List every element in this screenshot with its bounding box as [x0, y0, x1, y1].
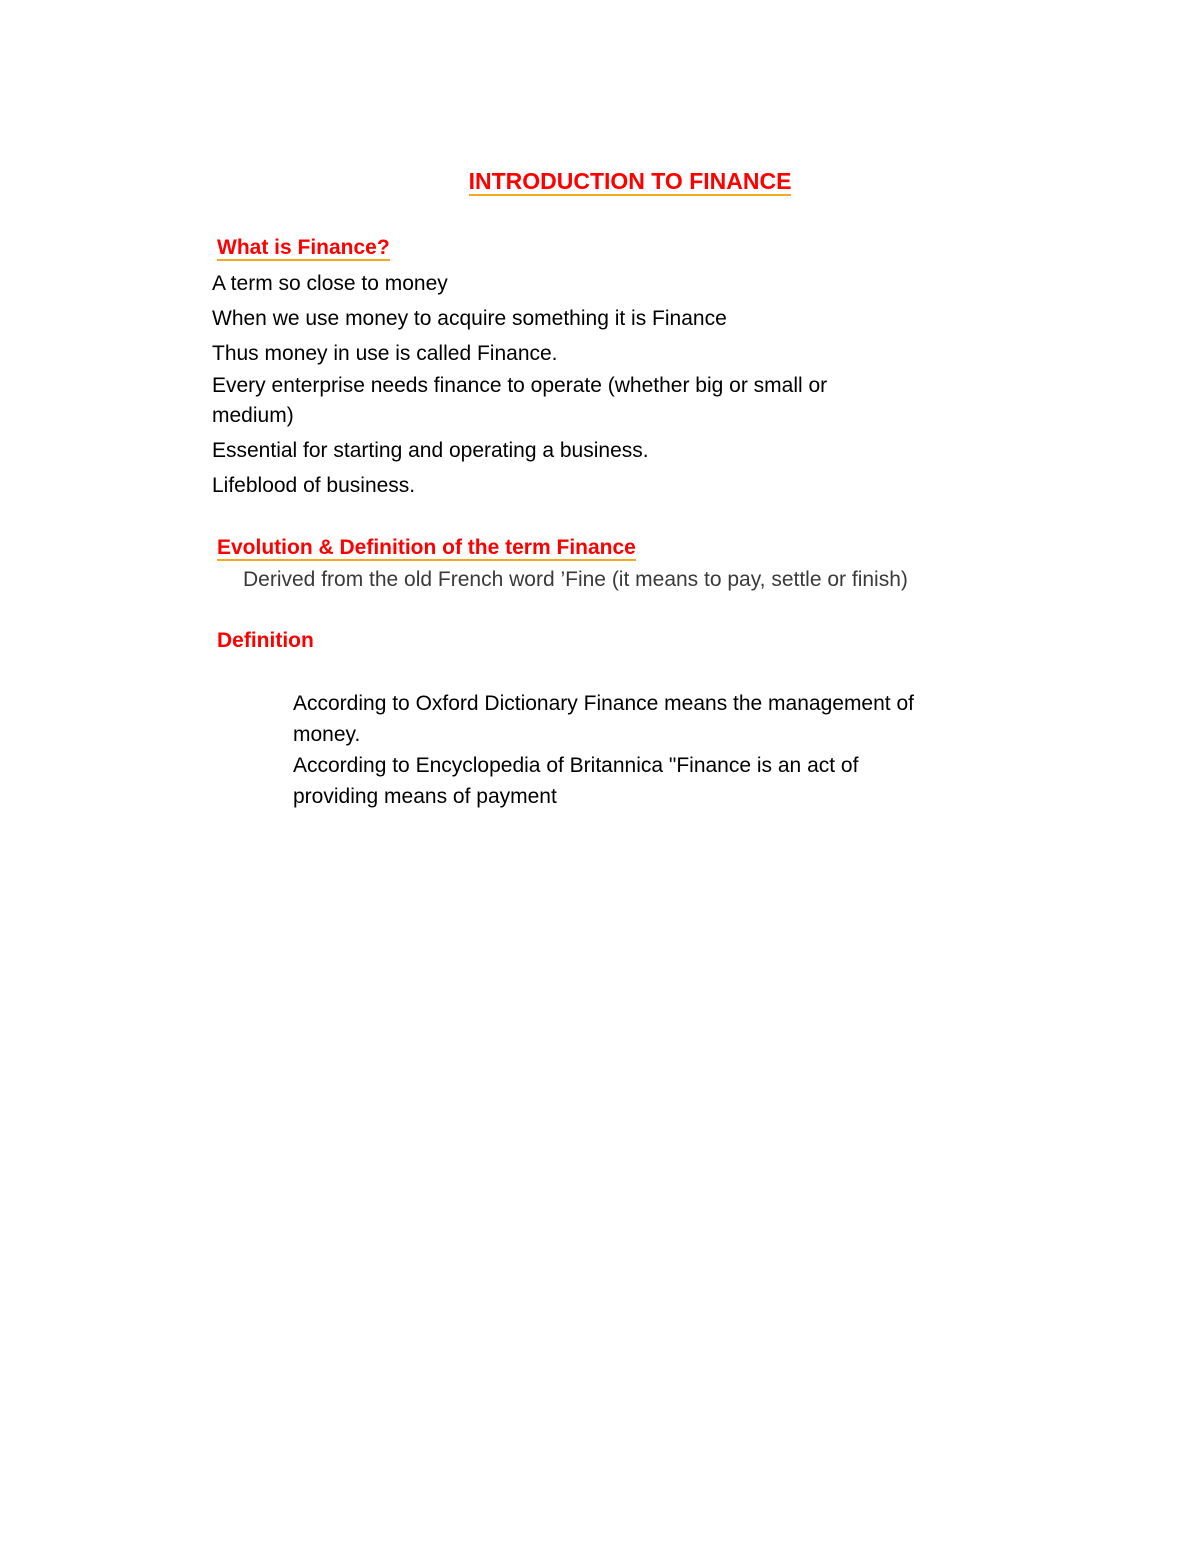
text-line: A term so close to money	[212, 272, 448, 295]
section-heading-evolution: Evolution & Definition of the term Finance	[217, 536, 636, 559]
text-line: Lifeblood of business.	[212, 474, 416, 497]
text-line: When we use money to acquire something it is Finance	[212, 307, 727, 330]
document-title	[0, 166, 1200, 196]
document-title-text: INTRODUCTION TO FINANCE	[468, 168, 792, 194]
text-line: Essential for starting and operating a business.	[212, 439, 649, 462]
text-line: Every enterprise needs finance to operate (whether big or small or	[212, 374, 828, 397]
text-line: Thus money in use is called Finance.	[212, 342, 558, 365]
text-line-derivation: Derived from the old French word ’Fine (it means to pay, settle or finish)	[243, 568, 908, 591]
text-line: money.	[293, 723, 361, 746]
section-heading-definition: Definition	[217, 629, 314, 652]
text-line: According to Encyclopedia of Britannica "Finance is an act of	[293, 754, 859, 777]
text-line: providing means of payment	[293, 785, 557, 808]
text-line: According to Oxford Dictionary Finance means the management of	[293, 692, 914, 715]
text-line: medium)	[212, 404, 294, 427]
section-heading-what-is-finance: What is Finance?	[217, 236, 390, 259]
